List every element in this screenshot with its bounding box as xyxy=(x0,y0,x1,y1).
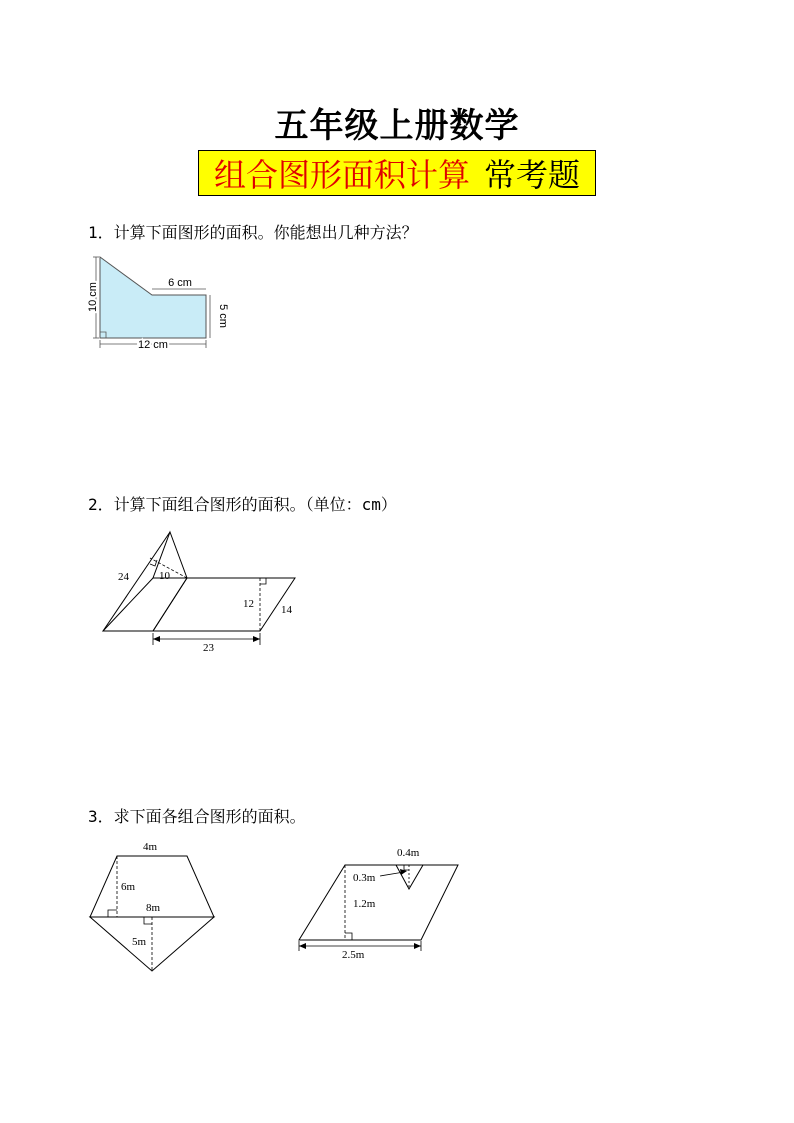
q2-label-slant: 14 xyxy=(281,604,292,616)
q2-label-side: 24 xyxy=(118,571,129,583)
q1-label-left: 10 cm xyxy=(87,282,99,312)
q3-fig2-label-base: 2.5m xyxy=(342,949,365,961)
q2-label-para-height: 12 xyxy=(243,598,254,610)
q3-fig1-label-top: 4m xyxy=(143,841,158,853)
page-title: 五年级上册数学 xyxy=(274,106,520,146)
q1-label-top: 6 cm xyxy=(168,277,192,289)
q3-fig2-label-height: 1.2m xyxy=(353,898,376,910)
q2-label-tri-height: 10 xyxy=(159,570,170,582)
question-1-text: 1．计算下面图形的面积。你能想出几种方法？ xyxy=(88,223,418,242)
q3-parallelogram xyxy=(299,865,458,940)
q3-fig2-label-tri-height: 0.3m xyxy=(353,872,376,884)
subtitle-suffix: 常考题 xyxy=(484,156,581,194)
subtitle-main: 组合图形面积计算 xyxy=(213,156,470,194)
q3-fig1-label-height: 6m xyxy=(121,881,136,893)
q3-fig1-label-tri-height: 5m xyxy=(132,936,147,948)
q1-label-bottom: 12 cm xyxy=(138,339,168,351)
question-3-text: 3．求下面各组合图形的面积。 xyxy=(88,807,306,826)
question-2-text: 2．计算下面组合图形的面积。（单位：cm） xyxy=(88,495,397,514)
q1-label-right: 5 cm xyxy=(217,304,229,328)
q2-label-base: 23 xyxy=(203,642,214,654)
q3-fig1-label-bottom: 8m xyxy=(146,902,161,914)
q3-fig2-label-tri-base: 0.4m xyxy=(397,847,420,859)
q3-small-triangle xyxy=(396,865,423,889)
